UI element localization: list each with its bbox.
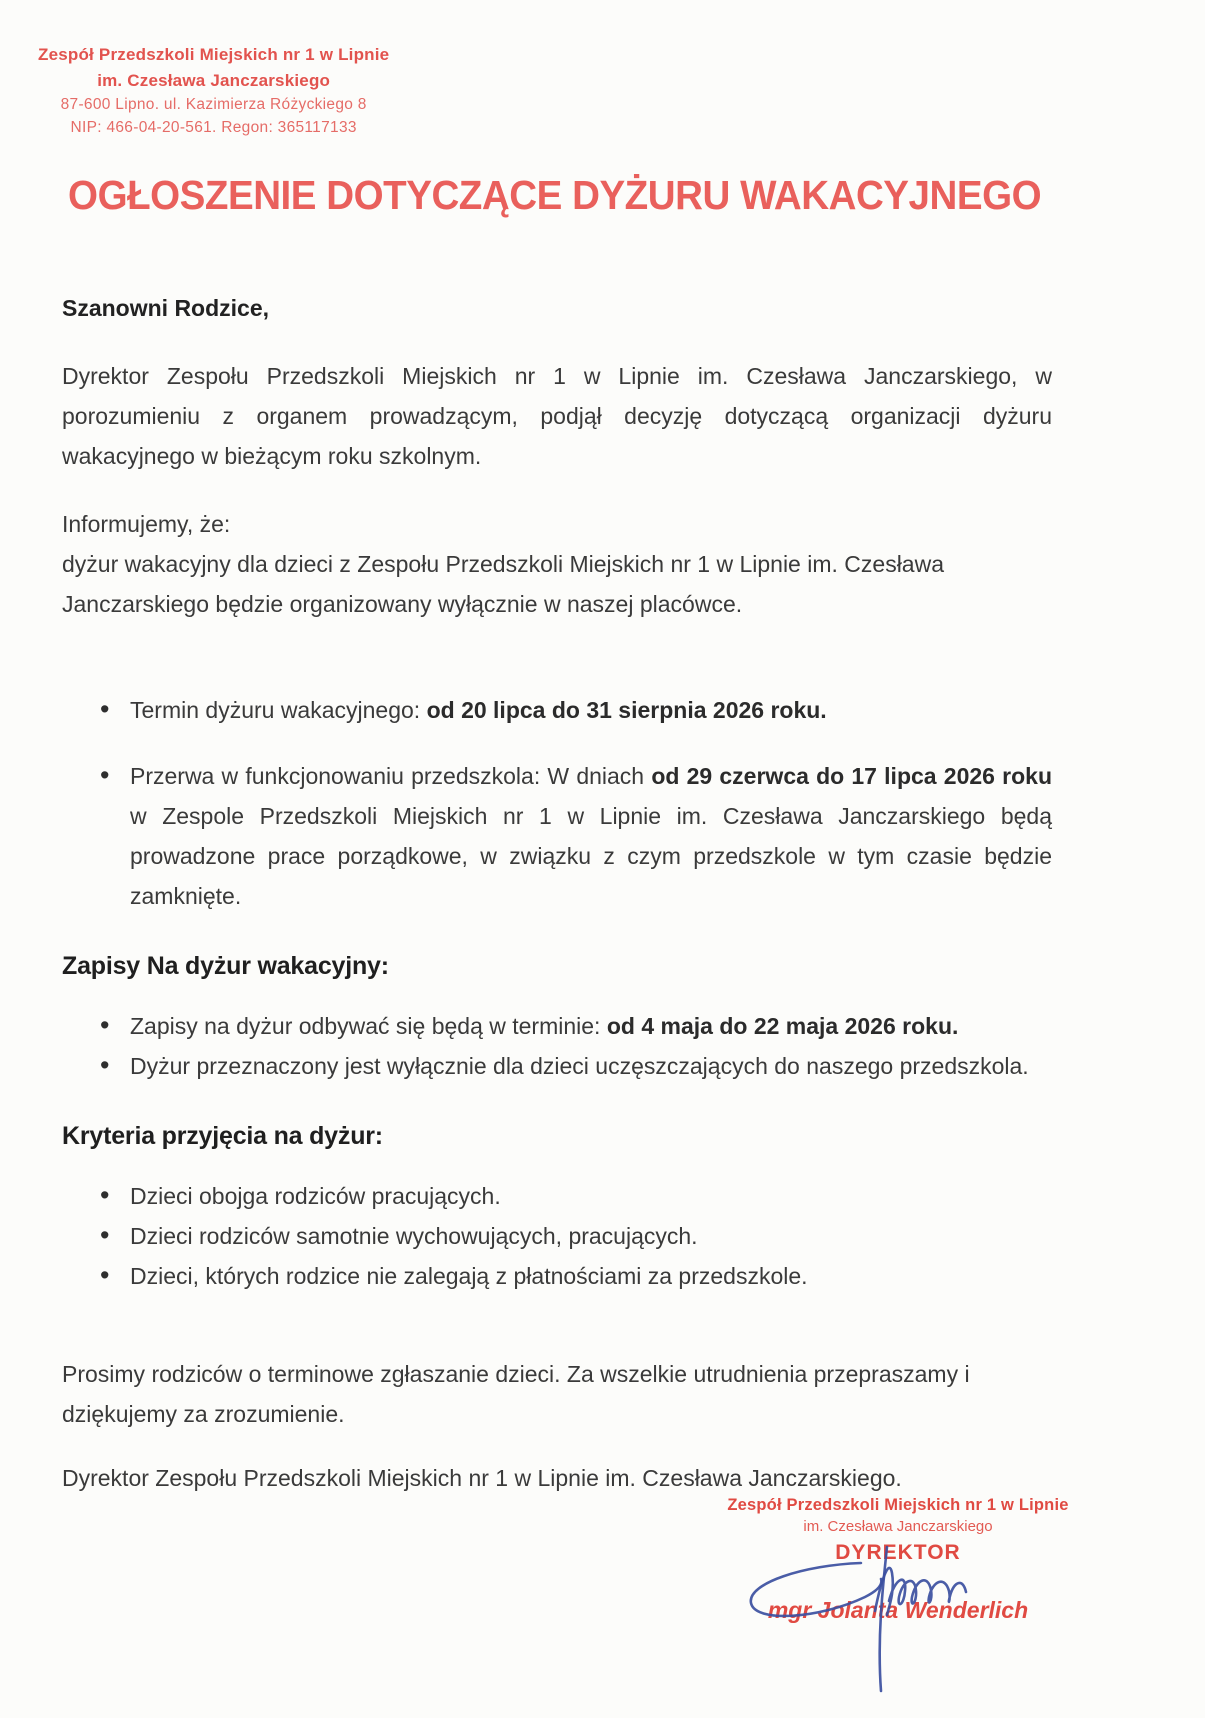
list-item [100, 1176, 1052, 1216]
intro-paragraph: Dyrektor Zespołu Przedszkoli Miejskich nr 1 w Lipnie im. Czesława Janczarskiego, w porozumieniu z organem prowadzącym, podjął decyzję dotyczącą organizacji dyżuru wakacyjnego w bieżącym roku szkolnym. [62, 363, 1052, 469]
bullet-text: Dzieci, których rodzice nie zalegają z płatnościami za przedszkole. [130, 1263, 808, 1289]
bullet-text: Dzieci obojga rodziców pracujących. [130, 1183, 501, 1209]
list-item [100, 690, 1052, 730]
kryteria-bullet-list [62, 1176, 1052, 1296]
footer-stamp-role: DYREKTOR [835, 1541, 961, 1564]
header-stamp [38, 42, 389, 140]
list-item [100, 1256, 1052, 1296]
bullet-text: Termin dyżuru wakacyjnego: [130, 697, 427, 723]
bullet-text: Zapisy na dyżur odbywać się będą w terminie: [130, 1013, 607, 1039]
title-row [0, 172, 1110, 219]
zapisy-bullet-list [62, 1006, 1052, 1086]
bullet-text-bold: od 29 czerwca do 17 lipca 2026 roku [651, 763, 1052, 789]
document-body [62, 288, 1052, 1498]
info-label: Informujemy, że: [62, 511, 231, 537]
header-stamp-org-line2: im. Czesława Janczarskiego [97, 70, 331, 90]
footer-stamp-org-line1: Zespół Przedszkoli Miejskich nr 1 w Lipnie [727, 1496, 1069, 1514]
list-item [100, 1006, 1052, 1046]
bullet-text: Dzieci rodziców samotnie wychowujących, pracujących. [130, 1223, 698, 1249]
header-stamp-nip-regon: NIP: 466-04-20-561. Regon: 365117133 [70, 119, 357, 137]
bullet-text-bold: od 20 lipca do 31 sierpnia 2026 roku. [426, 697, 827, 723]
info-paragraph [62, 504, 1052, 624]
bullet-text: Dyżur przeznaczony jest wyłącznie dla dzieci uczęszczających do naszego przedszkola. [130, 1053, 1029, 1079]
section-heading-zapisy: Zapisy Na dyżur wakacyjny: [62, 952, 389, 980]
salutation: Szanowni Rodzice, [62, 295, 270, 321]
bullet-text-bold: od 4 maja do 22 maja 2026 roku. [606, 1013, 959, 1039]
closing-paragraph: Prosimy rodziców o terminowe zgłaszanie dzieci. Za wszelkie utrudnienia przepraszamy i dziękujemy za zrozumienie. [62, 1361, 970, 1427]
page-title: OGŁOSZENIE DOTYCZĄCE DYŻURU WAKACYJNEGO [68, 172, 1042, 218]
footer-stamp-signer-name: mgr Jolanta Wenderlich [767, 1597, 1029, 1623]
signoff-line: Dyrektor Zespołu Przedszkoli Miejskich nr 1 w Lipnie im. Czesława Janczarskiego. [62, 1465, 902, 1491]
header-stamp-address: 87-600 Lipno. ul. Kazimierza Różyckiego 8 [60, 96, 367, 113]
footer-stamp [698, 1496, 1098, 1624]
list-item [100, 1046, 1052, 1086]
bullet-text: Przerwa w funkcjonowaniu przedszkola: W dniach [130, 763, 652, 789]
bullet-text: w Zespole Przedszkoli Miejskich nr 1 w Lipnie im. Czesława Janczarskiego będą prowadzone prace porządkowe, w związku z czym przedszkole w tym czasie będzie zamknięte. [130, 803, 1052, 909]
section-heading-kryteria: Kryteria przyjęcia na dyżur: [62, 1122, 383, 1150]
footer-stamp-org-line2: im. Czesława Janczarskiego [803, 1518, 993, 1535]
header-stamp-org-line1: Zespół Przedszkoli Miejskich nr 1 w Lipnie [38, 45, 390, 64]
terms-bullet-list [62, 690, 1052, 916]
list-item [100, 756, 1052, 916]
list-item [100, 1216, 1052, 1256]
info-body: dyżur wakacyjny dla dzieci z Zespołu Przedszkoli Miejskich nr 1 w Lipnie im. Czesława Janczarskiego będzie organizowany wyłącznie w naszej placówce. [62, 551, 944, 617]
